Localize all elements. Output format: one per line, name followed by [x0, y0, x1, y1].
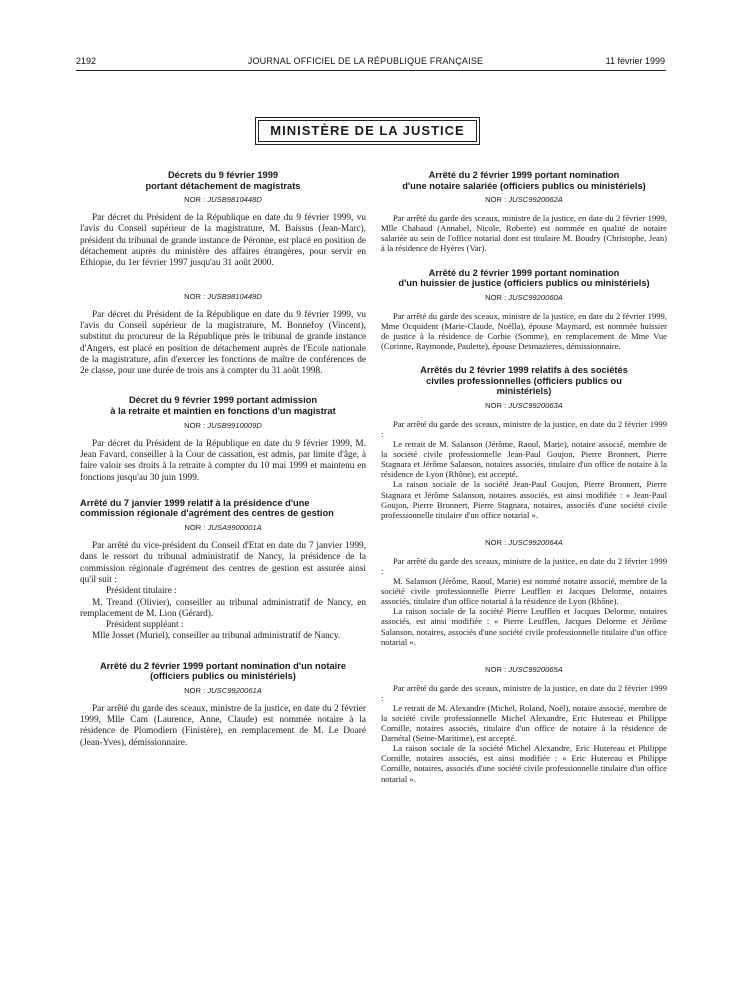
- section-detachement-magistrats: [80, 170, 366, 377]
- nor-reference: [80, 292, 366, 301]
- sub-heading: Président titulaire :: [106, 586, 177, 597]
- section-title: à la retraite et maintien en fonctions d'un magistrat: [110, 406, 336, 417]
- paragraph: M. Salanson (Jérôme, Raoul, Marie) est nommé notaire associé, membre de la société civile professionnelle Pierre Leufflen et Jacques Delorme, notaires associés, titulaire d'un office notarial à la résidence de Lyon (Rhône).: [381, 576, 667, 607]
- nor-label: NOR :: [485, 664, 507, 674]
- paragraph: Par arrêté du garde des sceaux, ministre de la justice, en date du 2 février 1999 :: [381, 555, 667, 576]
- paragraph: La raison sociale de la société Pierre Leufflen et Jacques Delorme, notaires associés, est ainsi modifiée : « Pierre Leufflen, Jacques Delorme et Jérôme Salanson, notaires, associés d'une société civile professionnelle titulaire d'un office notarial ».: [381, 606, 667, 647]
- section-title: Arrêté du 2 février 1999 portant nomination d'un notaire: [99, 660, 347, 671]
- section-title: civiles professionnelles (officiers publics ou: [426, 375, 622, 386]
- paragraph: Par arrêté du garde des sceaux, ministre de la justice, en date du 2 février 1999 :: [381, 418, 667, 439]
- nor-code: JUSC9920064A: [508, 537, 563, 547]
- page-header: [0, 56, 731, 70]
- paragraph: M. Treand (Olivier), conseiller au tribunal administratif de Nancy, en remplacement de M. Lion (Gérard).: [80, 597, 366, 619]
- ministry-title: MINISTÈRE DE LA JUSTICE: [258, 120, 477, 142]
- nor-code: JUSC9920061A: [207, 685, 262, 695]
- section-title: Décret du 9 février 1999 portant admission: [128, 395, 318, 406]
- section-societes-civiles: [381, 365, 667, 784]
- paragraph: Par arrêté du garde des sceaux, ministre de la justice, en date du 2 février 1999, Mlle Cam (Laurence, Anne, Claude) est nommée notaire à la résidence de Plomodiern (Finistère), en remplacement de M. Le Doaré (Jean-Yves), démissionnaire.: [80, 703, 366, 748]
- nor-code: JUSB9810448D: [207, 195, 262, 205]
- nor-label: NOR :: [184, 291, 206, 301]
- left-column: [80, 170, 366, 749]
- section-title: Arrêté du 2 février 1999 portant nomination: [428, 170, 620, 180]
- nor-code: JUSC9920063A: [508, 400, 563, 410]
- paragraph: Mlle Josset (Muriel), conseiller au tribunal administratif de Nancy.: [92, 631, 341, 642]
- ministry-box: [255, 117, 480, 145]
- section-title: ministériels): [496, 386, 552, 397]
- paragraph: La raison sociale de la société Jean-Paul Goujon, Pierre Bronnert, Pierre Stagnara et Jérôme Salanson, notaires associés, est ainsi modifiée : « Jean-Paul Goujon, Pierre Bronnert, Pierre Stagnara, notaires, associés d'une société civile professionnelle titulaire d'un office notarial ».: [381, 479, 667, 520]
- paragraph: La raison sociale de la société Michel Alexandre, Eric Hutereau et Philippe Cornille, notaires associés, est ainsi modifiée : « Eric Hutereau et Philippe Cornille, notaires, associés d'une société civile professionnelle titulaire d'un office notarial ».: [381, 743, 667, 784]
- section-notaire-salariee: [381, 170, 667, 254]
- section-title: d'un huissier de justice (officiers publics ou ministériels): [398, 278, 650, 289]
- nor-label: NOR :: [485, 400, 507, 410]
- section-title: Arrêté du 7 janvier 1999 relatif à la présidence d'une commission régionale d'agrément des centres de gestion: [80, 497, 334, 519]
- page-number: 2192: [76, 56, 97, 66]
- issue-date: 11 février 1999: [605, 56, 665, 66]
- nor-reference: [381, 401, 667, 410]
- right-column: [381, 170, 667, 784]
- journal-title: JOURNAL OFFICIEL DE LA RÉPUBLIQUE FRANÇAISE: [247, 56, 484, 66]
- section-title: Arrêté du 2 février 1999 portant nomination: [428, 267, 620, 278]
- nor-label: NOR :: [184, 420, 206, 430]
- paragraph: Par arrêté du vice-président du Conseil d'Etat en date du 7 janvier 1999, dans le ressort du tribunal administratif de Nancy, la présidence de la commission régionale d'agrément des centres de gestion est assurée ainsi qu'il suit :: [80, 541, 366, 585]
- nor-label: NOR :: [485, 195, 507, 205]
- header-rule: [76, 70, 666, 71]
- section-nomination-notaire: [80, 661, 366, 749]
- nor-label: NOR :: [184, 195, 206, 205]
- paragraph: Par arrêté du garde des sceaux, ministre de la justice, en date du 2 février 1999, Mme Ocquident (Marie-Claude, Noëlla), épouse Maymard, est nommée huissier de justice à la résidence de Corbie (Somme), en remplacement de Mme Vue (Corinne, Raymonde, Paulette), épouse Desmazieres, démissionnaire.: [381, 310, 667, 352]
- nor-label: NOR :: [184, 523, 206, 533]
- nor-code: JUSB9910009D: [207, 420, 262, 430]
- nor-reference: [80, 195, 366, 204]
- nor-code: JUSC9920060A: [508, 292, 563, 302]
- nor-code: JUSC9920062A: [508, 195, 563, 205]
- section-commission-regionale: [80, 498, 366, 643]
- section-huissier-justice: [381, 268, 667, 352]
- paragraph: Le retrait de M. Alexandre (Michel, Roland, Noël), notaire associé, membre de la société civile professionnelle Michel Alexandre, Eric Hutereau et Philippe Cornille, notaires associés, titulaire d'un office de notaire à la résidence de Darnétal (Seine-Maritime), est accepté.: [381, 702, 667, 744]
- section-title: (officiers publics ou ministériels): [150, 671, 296, 682]
- nor-reference: [381, 195, 667, 204]
- nor-reference: [80, 523, 366, 532]
- nor-reference: [381, 538, 667, 547]
- paragraph: Par décret du Président de la République en date du 9 février 1999, vu l'avis du Conseil supérieur de la magistrature, M. Baissus (Jean-Marc), président du tribunal de grande instance de Péronne, est placé en position de détachement auprès du ministère des affaires étrangères, pour servir en Ethiopie, du 1er février 1997 jusqu'au 31 août 2000.: [80, 213, 366, 269]
- paragraph: Par décret du Président de la République en date du 9 février 1999, M. Jean Favard, conseiller à la Cour de cassation, est admis, par limite d'âge, à faire valoir ses droits à la retraite à compter du 10 mai 1999 et maintenu en fonctions jusqu'au 30 juin 1999.: [80, 438, 366, 483]
- nor-label: NOR :: [184, 685, 206, 695]
- nor-label: NOR :: [485, 537, 507, 547]
- nor-reference: [80, 686, 366, 695]
- section-title: d'une notaire salariée (officiers publics ou ministériels): [402, 180, 646, 191]
- section-title: Arrêtés du 2 février 1999 relatifs à des sociétés: [420, 365, 628, 376]
- nor-code: JUSB9810449D: [207, 291, 262, 301]
- section-title: Décrets du 9 février 1999: [167, 170, 279, 180]
- paragraph: Le retrait de M. Salanson (Jérôme, Raoul, Marie), notaire associé, membre de la société civile professionnelle Jean-Paul Goujon, Pierre Bronnert, Pierre Stagnara et Jérôme Salanson, notaires associés, titulaire d'un office de notaire à la résidence de Lyon (Rhône), est accepté.: [381, 439, 667, 480]
- nor-reference: [381, 665, 667, 674]
- nor-reference: [381, 293, 667, 302]
- section-title: portant détachement de magistrats: [145, 180, 301, 191]
- nor-label: NOR :: [485, 292, 507, 302]
- paragraph: Par arrêté du garde des sceaux, ministre de la justice, en date du 2 février 1999 :: [381, 682, 667, 703]
- paragraph: Par arrêté du garde des sceaux, ministre de la justice, en date du 2 février 1999, Mlle Chabaud (Annabel, Nicole, Roberte) est nommée en qualité de notaire salariée au sein de l'office notarial dont est titulaire M. Boudry (Christophe, Jean) à la résidence de Hyères (Var).: [381, 213, 667, 254]
- nor-code: JUSA9900001A: [207, 523, 262, 533]
- sub-heading: Président suppléant :: [106, 620, 184, 631]
- nor-reference: [80, 421, 366, 430]
- paragraph: Par décret du Président de la République en date du 9 février 1999, vu l'avis du Conseil supérieur de la magistrature, M. Bonnefoy (Vincent), substitut du procureur de la République près le tribunal de grande instance d'Angers, est placé en position de détachement auprès de l'Ecole nationale de la magistrature, afin d'exercer les fonctions de maître de conférences de 2e classe, pour une durée de trois ans à compter du 31 août 1998.: [80, 309, 366, 377]
- section-admission-retraite: [80, 395, 366, 483]
- nor-code: JUSC9920065A: [508, 664, 563, 674]
